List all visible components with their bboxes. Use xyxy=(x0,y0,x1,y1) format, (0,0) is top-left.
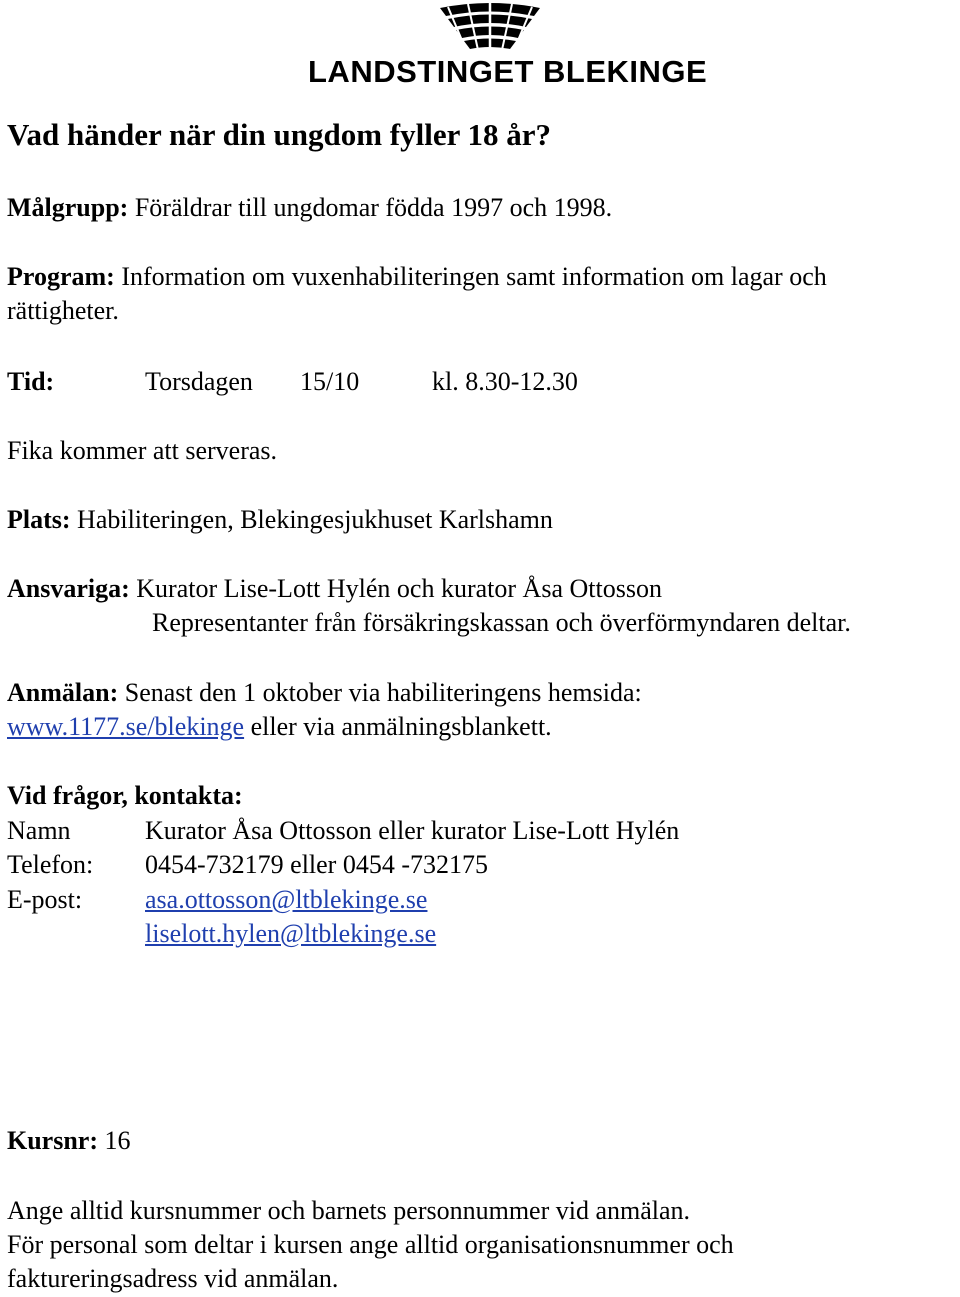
time-date: 15/10 xyxy=(300,367,360,396)
registration-label: Anmälan: xyxy=(7,678,119,707)
footer-line-1: Ange alltid kursnummer och barnets personnummer vid anmälan. xyxy=(7,1196,691,1225)
time-label: Tid: xyxy=(7,367,55,396)
target-group-text: Föräldrar till ungdomar födda 1997 och 1998. xyxy=(134,193,613,222)
registration-text-1: Senast den 1 oktober via habiliteringens hemsida: xyxy=(124,678,642,707)
responsible-line-2: Representanter från försäkringskassan och överförmyndaren deltar. xyxy=(152,608,851,637)
contact-name-value: Kurator Åsa Ottosson eller kurator Lise-Lott Hylén xyxy=(145,816,680,845)
place-text: Habiliteringen, Blekingesjukhuset Karlshamn xyxy=(77,505,553,534)
registration-line-2 xyxy=(7,711,552,743)
document-title: Vad händer när din ungdom fyller 18 år? xyxy=(7,117,552,152)
target-group-label: Målgrupp: xyxy=(7,193,129,222)
time-day: Torsdagen xyxy=(145,367,253,396)
contact-name-label: Namn xyxy=(7,816,71,845)
contact-name-row xyxy=(7,815,907,847)
contact-email-link-2[interactable]: liselott.hylen@ltblekinge.se xyxy=(145,919,437,948)
course-number-line xyxy=(7,1125,131,1157)
contact-email-row xyxy=(7,884,907,916)
contact-phone-label: Telefon: xyxy=(7,850,94,879)
time-hours: kl. 8.30-12.30 xyxy=(432,367,578,396)
registration-text-2: eller via anmälningsblankett. xyxy=(250,712,552,741)
place-line xyxy=(7,504,553,536)
course-number-label: Kursnr: xyxy=(7,1126,98,1155)
time-line xyxy=(7,366,907,398)
logo-wordmark: LANDSTINGET BLEKINGE xyxy=(308,54,708,89)
program-line-1 xyxy=(7,261,827,293)
registration-website-link[interactable]: www.1177.se/blekinge xyxy=(7,712,245,741)
fika-note: Fika kommer att serveras. xyxy=(7,436,278,465)
program-label: Program: xyxy=(7,262,115,291)
contact-heading: Vid frågor, kontakta: xyxy=(7,781,243,810)
contact-phone-value: 0454-732179 eller 0454 -732175 xyxy=(145,850,489,879)
footer-line-2: För personal som deltar i kursen ange alltid organisationsnummer och xyxy=(7,1230,734,1259)
target-group-line xyxy=(7,192,612,224)
program-line-2: rättigheter. xyxy=(7,296,119,325)
place-label: Plats: xyxy=(7,505,71,534)
registration-line-1 xyxy=(7,677,642,709)
contact-email-label: E-post: xyxy=(7,885,83,914)
contact-phone-row xyxy=(7,849,907,881)
contact-email-link-1[interactable]: asa.ottosson@ltblekinge.se xyxy=(145,885,428,914)
responsible-label: Ansvariga: xyxy=(7,574,130,603)
responsible-text-1: Kurator Lise-Lott Hylén och kurator Åsa Ottosson xyxy=(136,574,662,603)
footer-line-3: faktureringsadress vid anmälan. xyxy=(7,1264,339,1293)
program-text-1: Information om vuxenhabiliteringen samt information om lagar och xyxy=(121,262,827,291)
landstinget-blekinge-logo xyxy=(308,0,708,92)
responsible-line-1 xyxy=(7,573,662,605)
course-number-value: 16 xyxy=(104,1126,131,1155)
ship-hull-logo-icon xyxy=(438,2,542,52)
